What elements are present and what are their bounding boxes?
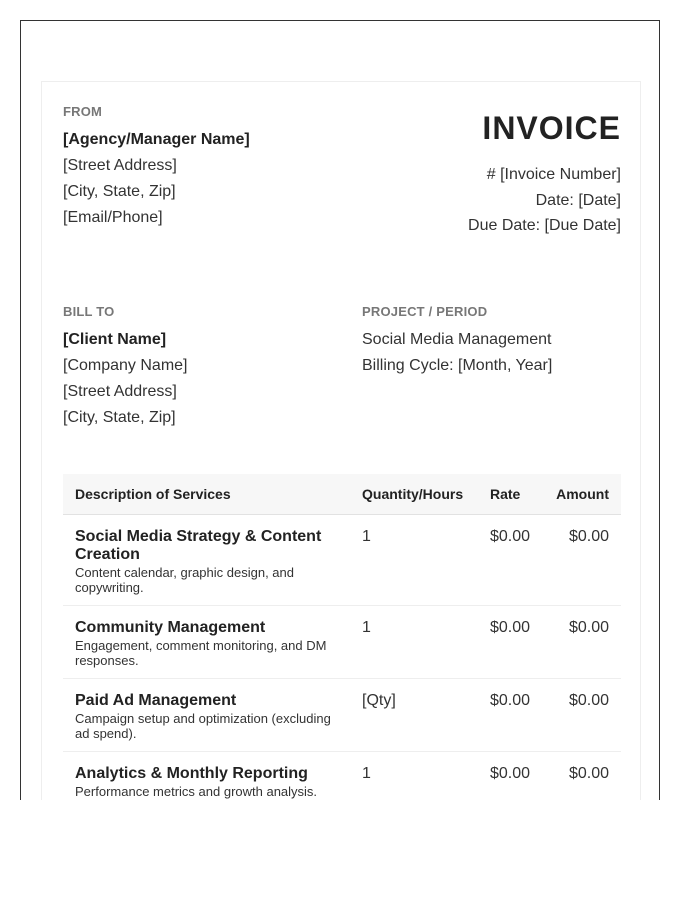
table-header: [63, 474, 621, 515]
amount-cell: $0.00: [568, 619, 609, 636]
header-amount: Amount: [556, 486, 609, 502]
service-title: Paid Ad Management: [75, 692, 237, 709]
amount-cell: $0.00: [568, 765, 609, 782]
service-cell: [75, 765, 345, 799]
document-frame: [20, 20, 660, 800]
rate-cell: $0.00: [490, 528, 531, 545]
quantity-cell: 1: [362, 619, 371, 636]
quantity-cell: [Qty]: [362, 692, 396, 709]
table-row: [63, 752, 621, 800]
header-rate: Rate: [490, 486, 521, 502]
invoice-title: INVOICE: [482, 110, 621, 146]
service-title: Community Management: [75, 619, 266, 636]
service-cell: [75, 528, 345, 595]
service-title: Analytics & Monthly Reporting: [75, 765, 308, 782]
service-cell: [75, 692, 345, 741]
service-title: Social Media Strategy & Content Creation: [75, 528, 322, 563]
rate-cell: $0.00: [490, 619, 531, 636]
service-cell: [75, 619, 345, 668]
rate-cell: $0.00: [490, 692, 531, 709]
bill-to-label: BILL TO: [63, 304, 115, 319]
amount-cell: $0.00: [568, 528, 609, 545]
client-street: [Street Address]: [63, 383, 177, 400]
from-street: [Street Address]: [63, 157, 177, 174]
service-description: Campaign setup and optimization (excluding ad spend).: [75, 711, 331, 741]
header-description: Description of Services: [75, 486, 231, 502]
bill-to-section: [63, 304, 188, 431]
table-row: [63, 679, 621, 752]
table-row: [63, 606, 621, 679]
project-name: Social Media Management: [362, 331, 552, 348]
table-row: [63, 515, 621, 606]
client-name: [Client Name]: [63, 331, 167, 348]
company-name: [Company Name]: [63, 357, 188, 374]
invoice-header: [468, 108, 621, 239]
quantity-cell: 1: [362, 528, 371, 545]
service-description: Engagement, comment monitoring, and DM responses.: [75, 638, 327, 668]
invoice-date: Date: [Date]: [535, 191, 621, 209]
from-label: FROM: [63, 104, 103, 119]
from-name: [Agency/Manager Name]: [63, 131, 250, 148]
quantity-cell: 1: [362, 765, 371, 782]
service-description: Content calendar, graphic design, and copywriting.: [75, 565, 294, 595]
client-city: [City, State, Zip]: [63, 409, 176, 426]
billing-cycle: Billing Cycle: [Month, Year]: [362, 357, 553, 374]
from-section: [63, 104, 250, 231]
from-city: [City, State, Zip]: [63, 183, 176, 200]
services-table: [63, 474, 621, 800]
invoice-number: # [Invoice Number]: [486, 166, 621, 183]
header-quantity: Quantity/Hours: [362, 486, 464, 502]
amount-cell: $0.00: [568, 692, 609, 709]
project-section: [362, 304, 552, 379]
invoice-sheet: [41, 81, 641, 800]
service-description: Performance metrics and growth analysis.: [75, 784, 318, 799]
project-label: PROJECT / PERIOD: [362, 304, 488, 319]
invoice-due-date: Due Date: [Due Date]: [468, 217, 621, 234]
from-contact: [Email/Phone]: [63, 209, 163, 226]
rate-cell: $0.00: [490, 765, 531, 782]
